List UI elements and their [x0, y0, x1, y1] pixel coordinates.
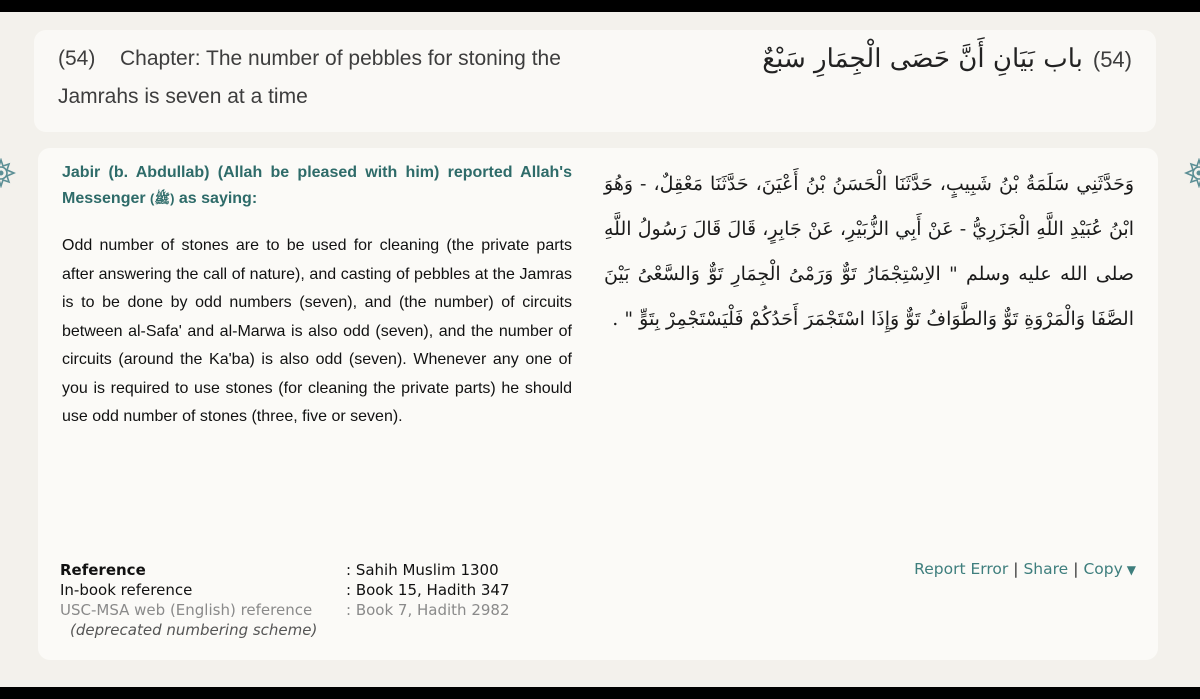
chapter-header	[34, 30, 1156, 132]
narrator-text: Jabir (b. Abdullab) (Allah be pleased with him) reported Allah's Messenger	[62, 164, 572, 207]
chapter-number: (54)	[58, 47, 96, 70]
in-book-reference-label: In-book reference	[60, 581, 193, 599]
chevron-down-icon[interactable]: ▼	[1126, 563, 1136, 577]
chapter-title-arabic	[762, 44, 1132, 74]
reference-row	[60, 560, 510, 580]
chapter-title-ar: باب بَيَانِ أَنَّ حَصَى الْجِمَارِ سَبْعٌ	[762, 44, 1083, 74]
ornament-icon-left	[0, 158, 16, 188]
in-book-reference-row	[60, 580, 510, 600]
report-error-link[interactable]: Report Error	[914, 560, 1009, 578]
usc-msa-reference-row	[60, 600, 510, 620]
hadith-card	[38, 148, 1158, 660]
in-book-reference-value: : Book 15, Hadith 347	[346, 581, 510, 599]
reference-value: : Sahih Muslim 1300	[346, 561, 499, 579]
hadith-text-english: Odd number of stones are to be used for cleaning (the private parts after answering the call of nature), and casting of pebbles at the Jamras is to be done by odd numbers (seven), and (the number) of circuits between al-Safa' and al-Marwa is also odd (seven), and the number of circuits (around the Ka'ba) is also odd (seven). Whenever any one of you is required to use stones (for cleaning the private parts) he should use odd number of stones (three, five or seven).	[62, 237, 572, 425]
chapter-title-en: Chapter: The number of pebbles for stoning the Jamrahs is seven at a time	[58, 47, 561, 108]
separator: |	[1073, 560, 1079, 578]
chapter-number-arabic-side: (54)	[1092, 47, 1132, 72]
narrator-line	[62, 160, 572, 212]
hadith-actions	[914, 560, 1136, 578]
reference-table	[60, 560, 510, 640]
share-link[interactable]: Share	[1023, 560, 1069, 578]
page	[0, 12, 1200, 687]
usc-msa-reference-label: USC-MSA web (English) reference	[60, 601, 313, 619]
copy-link[interactable]: Copy	[1083, 560, 1123, 578]
separator: |	[1013, 560, 1019, 578]
narrator-suffix: as saying:	[174, 190, 258, 207]
hadith-text-arabic: وَحَدَّثَنِي سَلَمَةُ بْنُ شَبِيبٍ، حَدَّثَنَا الْحَسَنُ بْنُ أَعْيَنَ، حَدَّثَنَا مَعْقِلٌ، - وَهُوَ ابْنُ عُبَيْدِ اللَّهِ الْجَزَرِيُّ - عَنْ أَبِي الزُّبَيْرِ، عَنْ جَابِرٍ، قَالَ قَالَ رَسُولُ اللَّهِ صلى الله عليه وسلم " الاِسْتِجْمَارُ تَوٌّ وَرَمْىُ الْجِمَارِ تَوٌّ وَالسَّعْىُ بَيْنَ الصَّفَا وَالْمَرْوَةِ تَوٌّ وَالطَّوَافُ تَوٌّ وَإِذَا اسْتَجْمَرَ أَحَدُكُمْ فَلْيَسْتَجْمِرْ بِتَوٍّ " .	[604, 173, 1134, 330]
deprecated-note: (deprecated numbering scheme)	[70, 621, 318, 639]
pbuh-icon: (ﷺ)	[150, 191, 175, 206]
reference-label: Reference	[60, 561, 146, 579]
usc-msa-reference-value: : Book 7, Hadith 2982	[346, 601, 510, 619]
ornament-icon-right	[1184, 158, 1200, 188]
chapter-title-english	[58, 40, 578, 116]
